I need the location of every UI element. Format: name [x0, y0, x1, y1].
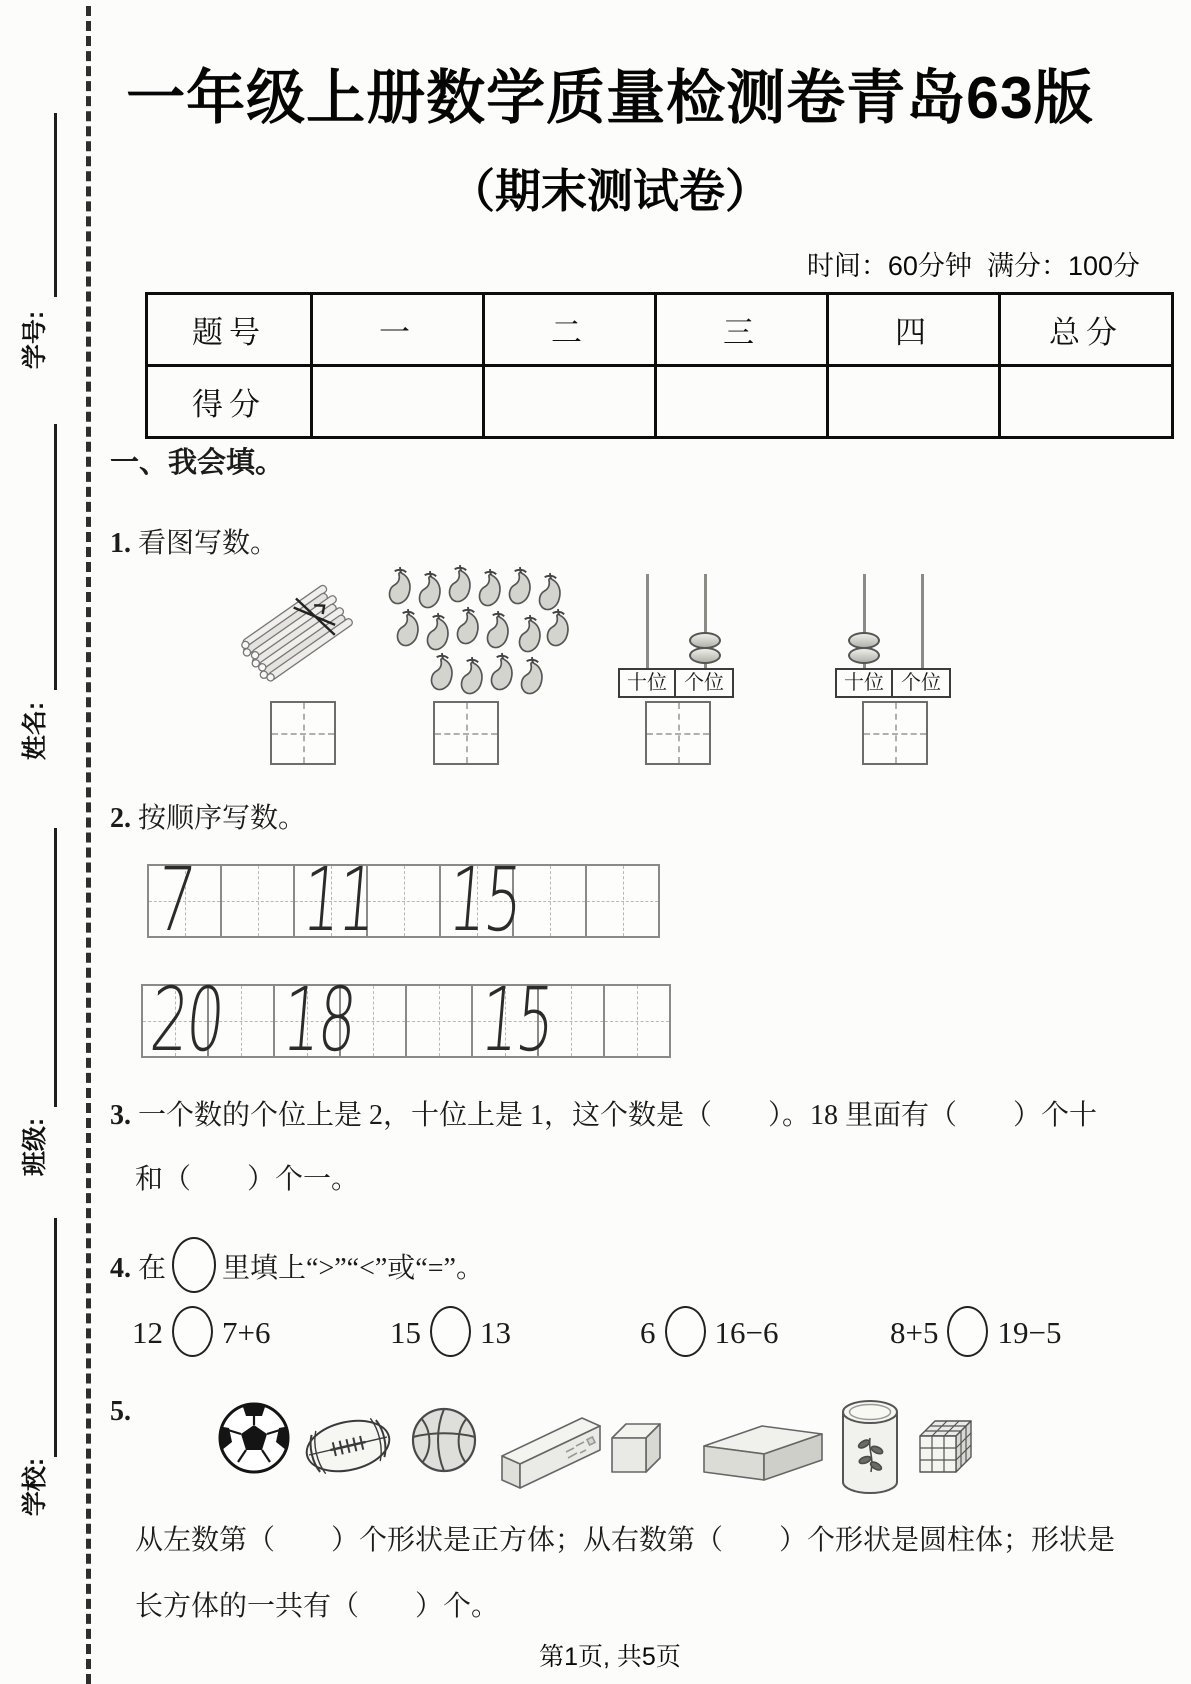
comparison-left: 8+5 — [890, 1315, 939, 1350]
comparison-right: 19−5 — [997, 1315, 1062, 1350]
writing-line — [54, 113, 57, 297]
question-5-line-1: 从左数第（ ）个形状是正方体；从右数第（ ）个形状是圆柱体；形状是 — [135, 1525, 1116, 1556]
tens-beads — [848, 634, 880, 664]
score-header-cell: 二 — [484, 294, 656, 366]
score-header-cell: 题号 — [147, 294, 312, 366]
bead — [689, 647, 721, 664]
eggplants-image — [383, 564, 583, 700]
basketball-icon — [410, 1406, 478, 1474]
score-header-cell: 三 — [656, 294, 828, 366]
score-table-header-row — [147, 294, 1173, 366]
answer-box — [433, 701, 499, 765]
writing-line — [54, 424, 57, 690]
page-subtitle: （期末测试卷） — [449, 165, 771, 217]
tens-label: 十位 — [835, 668, 893, 698]
answer-box — [862, 701, 928, 765]
writing-line — [54, 1218, 57, 1457]
ones-label: 个位 — [676, 668, 734, 698]
trace-digit: 15 — [476, 968, 557, 1071]
tens-rod — [646, 574, 649, 668]
comparison-right: 7+6 — [222, 1315, 271, 1350]
rubiks-cube-icon — [916, 1410, 984, 1478]
trace-cell — [275, 968, 359, 1071]
soccer-ball-icon — [216, 1400, 292, 1476]
sticks-bundle-image — [228, 580, 378, 700]
cube-icon — [608, 1416, 668, 1478]
answer-circle — [172, 1306, 213, 1357]
compare-circle — [172, 1237, 216, 1293]
answer-box — [645, 701, 711, 765]
trace-digit: 7 — [152, 848, 197, 951]
trace-cell — [222, 866, 295, 936]
comparison-item-1 — [132, 1306, 270, 1357]
tens-label: 十位 — [618, 668, 676, 698]
score-blank-cell — [312, 366, 484, 438]
question-2-head — [110, 796, 306, 836]
question-3-line-1: 3. 一个数的个位上是 2，十位上是 1，这个数是（ ）。18 里面有（ ）个十 — [110, 1100, 1098, 1131]
page-number-footer: 第1页, 共5页 — [539, 1643, 681, 1671]
comparison-left: 12 — [132, 1315, 163, 1350]
score-blank-cell — [828, 366, 1000, 438]
score-header-cell: 四 — [828, 294, 1000, 366]
question-5-number: 5. — [110, 1396, 131, 1427]
score-table — [145, 292, 1174, 439]
score-blank-cell — [1000, 366, 1173, 438]
ones-beads — [689, 634, 721, 664]
question-1-text: 看图写数。 — [138, 528, 279, 559]
comparison-left: 15 — [390, 1315, 421, 1350]
question-5-line-2: 长方体的一共有（ ）个。 — [135, 1591, 500, 1622]
cylinder-icon — [838, 1396, 902, 1498]
trace-digit: 18 — [278, 968, 359, 1071]
margin-label-class: 班级: — [21, 1117, 49, 1177]
answer-circle — [430, 1306, 471, 1357]
trace-cell — [587, 866, 658, 936]
question-3-number: 3. — [110, 1100, 131, 1131]
question-1-head — [110, 521, 278, 561]
long-box-icon — [496, 1406, 608, 1494]
comparison-right: 13 — [480, 1315, 511, 1350]
trace-cell — [149, 848, 222, 951]
question-2-number: 2. — [110, 803, 131, 834]
place-value-chart-2 — [818, 570, 968, 702]
ones-rod — [921, 574, 924, 668]
question-1-number: 1. — [110, 528, 131, 559]
score-blank-cell — [484, 366, 656, 438]
margin-label-student-id: 学号: — [21, 310, 49, 370]
question-3-line-2: 和（ ）个一。 — [135, 1164, 360, 1195]
comparison-left: 6 — [640, 1315, 656, 1350]
trace-cell — [605, 986, 669, 1056]
answer-box — [270, 701, 336, 765]
question-2-text: 按顺序写数。 — [138, 803, 307, 834]
score-header-cell: 总分 — [1000, 294, 1173, 366]
rugby-ball-icon — [300, 1412, 396, 1480]
trace-cell — [368, 866, 441, 936]
time-score-info: 时间：60分钟 满分：100分 — [806, 251, 1140, 281]
answer-circle — [665, 1306, 706, 1357]
score-blank-cell — [656, 366, 828, 438]
page-title: 一年级上册数学质量检测卷青岛63版 — [126, 65, 1094, 131]
bead — [848, 647, 880, 664]
trace-cell — [514, 866, 587, 936]
margin-label-name: 姓名: — [21, 701, 49, 761]
trace-cell — [407, 986, 473, 1056]
question-4-head: 4. 在 里填上“>”“<”或“=”。 — [110, 1237, 484, 1293]
section-title: 一、我会填。 — [110, 447, 285, 479]
cuboid-icon — [700, 1418, 826, 1488]
trace-cell — [473, 968, 557, 1071]
binding-dashed-line — [86, 6, 91, 1684]
trace-digit: 20 — [146, 968, 227, 1071]
comparison-item-3 — [640, 1306, 778, 1357]
number-sequence-row-1 — [147, 848, 660, 951]
trace-cell — [441, 848, 525, 951]
comparison-item-2 — [390, 1306, 511, 1357]
score-row-label: 得分 — [147, 366, 312, 438]
question-4-number: 4. — [110, 1253, 131, 1284]
place-value-chart-1 — [601, 570, 751, 702]
trace-digit: 15 — [444, 848, 525, 951]
trace-cell — [143, 968, 227, 1071]
ones-label: 个位 — [893, 668, 951, 698]
comparison-right: 16−6 — [714, 1315, 779, 1350]
number-sequence-row-2 — [141, 968, 671, 1071]
trace-digit: 11 — [298, 848, 379, 951]
margin-label-school: 学校: — [21, 1457, 49, 1517]
writing-line — [54, 828, 57, 1107]
comparison-item-4 — [890, 1306, 1061, 1357]
trace-cell — [295, 848, 379, 951]
score-header-cell: 一 — [312, 294, 484, 366]
answer-circle — [947, 1306, 988, 1357]
score-table-score-row — [147, 366, 1173, 438]
